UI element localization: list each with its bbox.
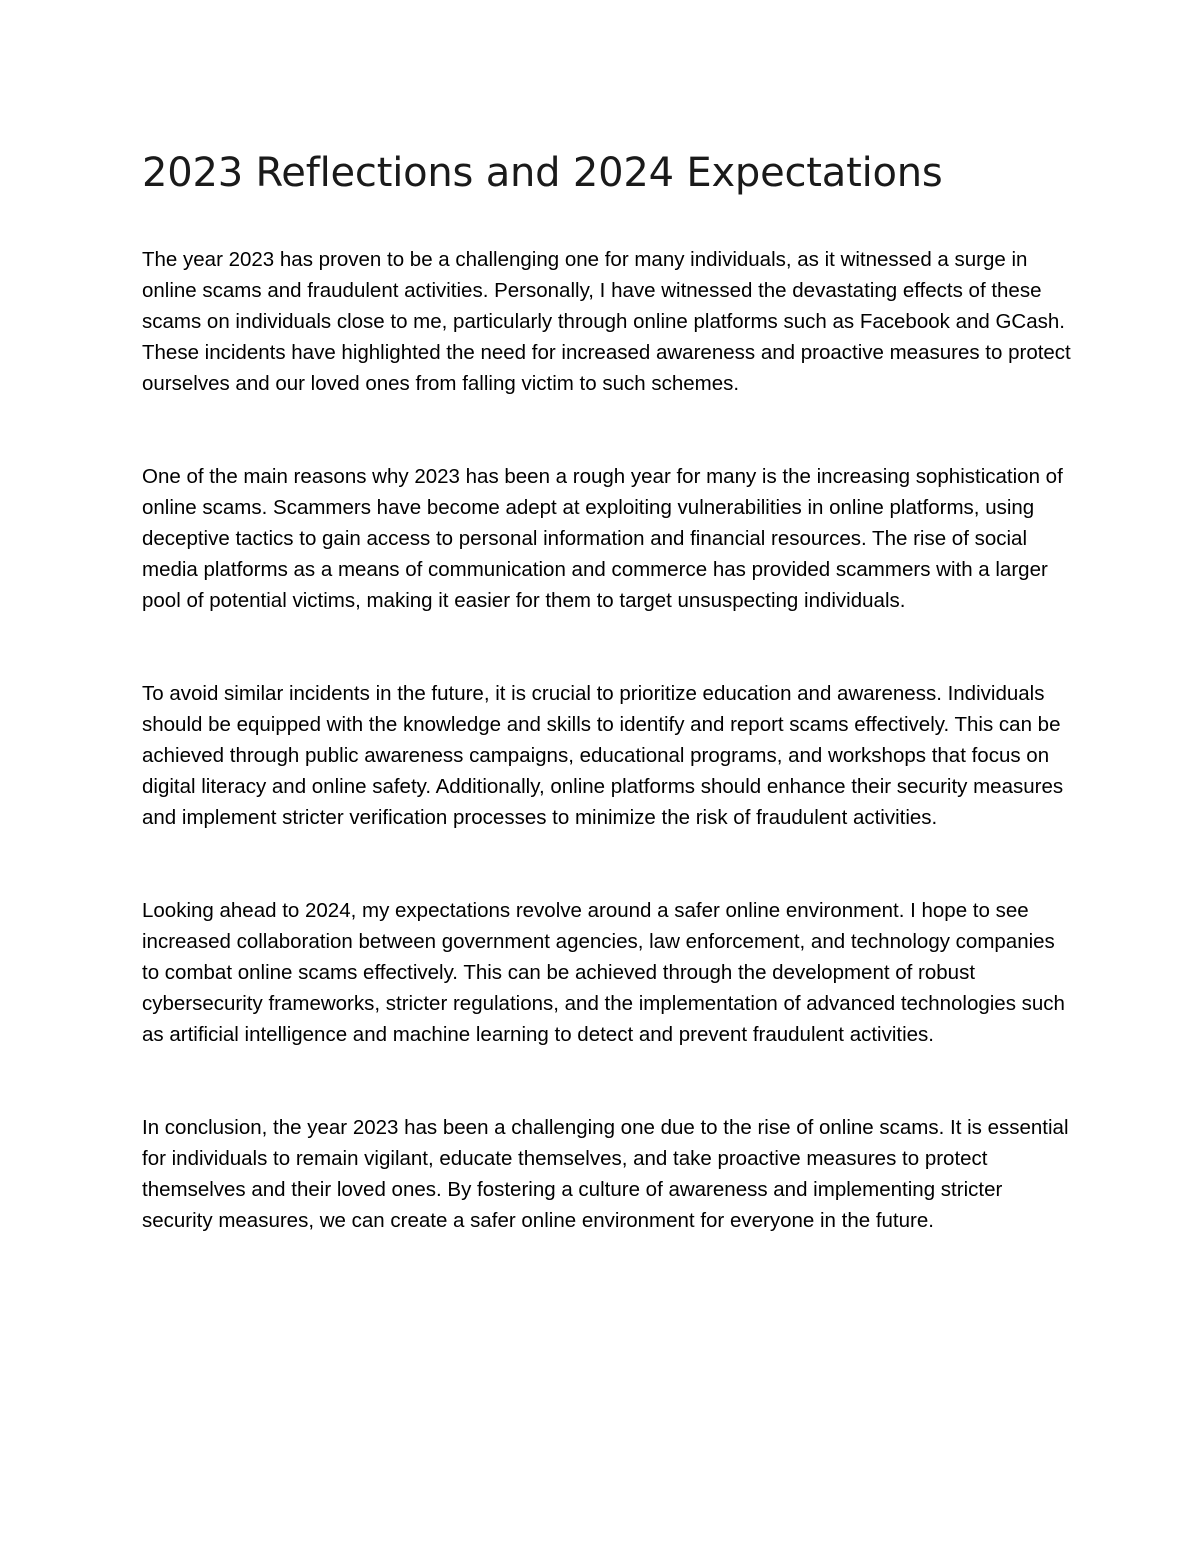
- paragraph-conclusion: In conclusion, the year 2023 has been a challenging one due to the rise of online scams. It is essential for individuals to remain vigilant, educate themselves, and take proactive measures to protect themselves and their loved ones. By fostering a culture of awareness and implementing stricter security measures, we can create a safer online environment for everyone in the future.: [142, 1116, 1069, 1232]
- paragraph-intro: The year 2023 has proven to be a challenging one for many individuals, as it witnessed a surge in online scams and fraudulent activities. Personally, I have witnessed the devastating effects of these scams on individuals close to me, particularly through online platforms such as Facebook and GCash. These incidents have highlighted the need for increased awareness and proactive measures to protect ourselves and our loved ones from falling victim to such schemes.: [142, 248, 1071, 395]
- paragraph-prevention: To avoid similar incidents in the future, it is crucial to prioritize education and awareness. Individuals should be equipped with the knowledge and skills to identify and report scams effectively. This can be achieved through public awareness campaigns, educational programs, and workshops that focus on digital literacy and online safety. Additionally, online platforms should enhance their security measures and implement stricter verification processes to minimize the risk of fraudulent activities.: [142, 682, 1064, 829]
- paragraph-reasons: One of the main reasons why 2023 has been a rough year for many is the increasing sophistication of online scams. Scammers have become adept at exploiting vulnerabilities in online platforms, using deceptive tactics to gain access to personal information and financial resources. The rise of social media platforms as a means of communication and commerce has provided scammers with a larger pool of potential victims, making it easier for them to target unsuspecting individuals.: [142, 465, 1063, 612]
- document-body: [142, 244, 1072, 1298]
- paragraph-expectations: Looking ahead to 2024, my expectations revolve around a safer online environment. I hope to see increased collaboration between government agencies, law enforcement, and technology companies to combat online scams effectively. This can be achieved through the development of robust cybersecurity frameworks, stricter regulations, and the implementation of advanced technologies such as artificial intelligence and machine learning to detect and prevent fraudulent activities.: [142, 899, 1065, 1046]
- document-title: 2023 Reflections and 2024 Expectations: [142, 150, 943, 196]
